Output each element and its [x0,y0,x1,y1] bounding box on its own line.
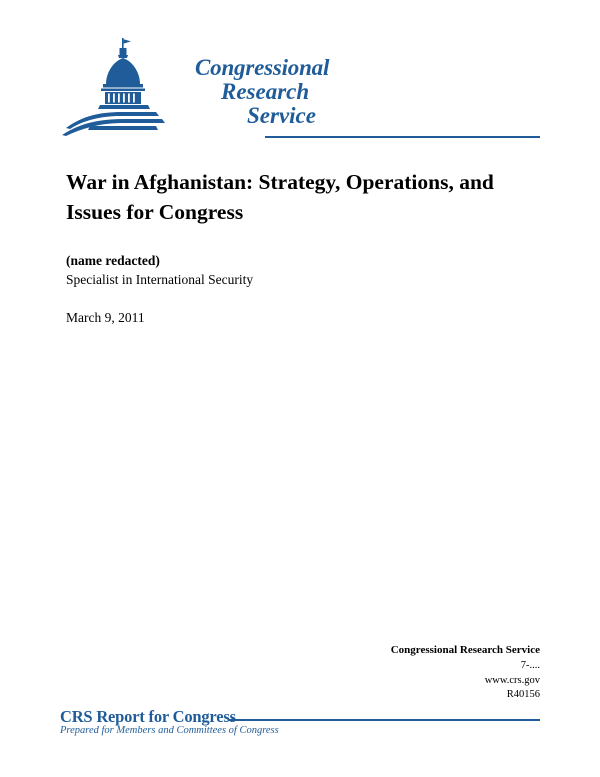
report-info-block [280,643,540,703]
crs-logo [60,36,540,146]
page-title: War in Afghanistan: Strategy, Operations, and Issues for Congress [66,170,494,224]
footer-subtitle: Prepared for Members and Committees of Congress [60,725,279,736]
info-phone: 7-.... [520,659,540,671]
logo-line-research: Research [221,78,310,104]
capitol-dome-icon [60,36,190,141]
author-title: Specialist in International Security [66,272,254,287]
info-report-number: R40156 [506,689,540,701]
info-organization: Congressional Research Service [390,644,540,656]
crs-wordmark [195,56,395,128]
document-date: March 9, 2011 [66,310,145,325]
author-name: (name redacted) [66,253,160,268]
footer-divider [229,719,540,721]
header-divider [265,136,540,138]
logo-line-service: Service [247,102,316,128]
footer-title: CRS Report for Congress [60,707,236,726]
info-website: www.crs.gov [484,674,540,686]
logo-line-congressional: Congressional [195,55,330,80]
